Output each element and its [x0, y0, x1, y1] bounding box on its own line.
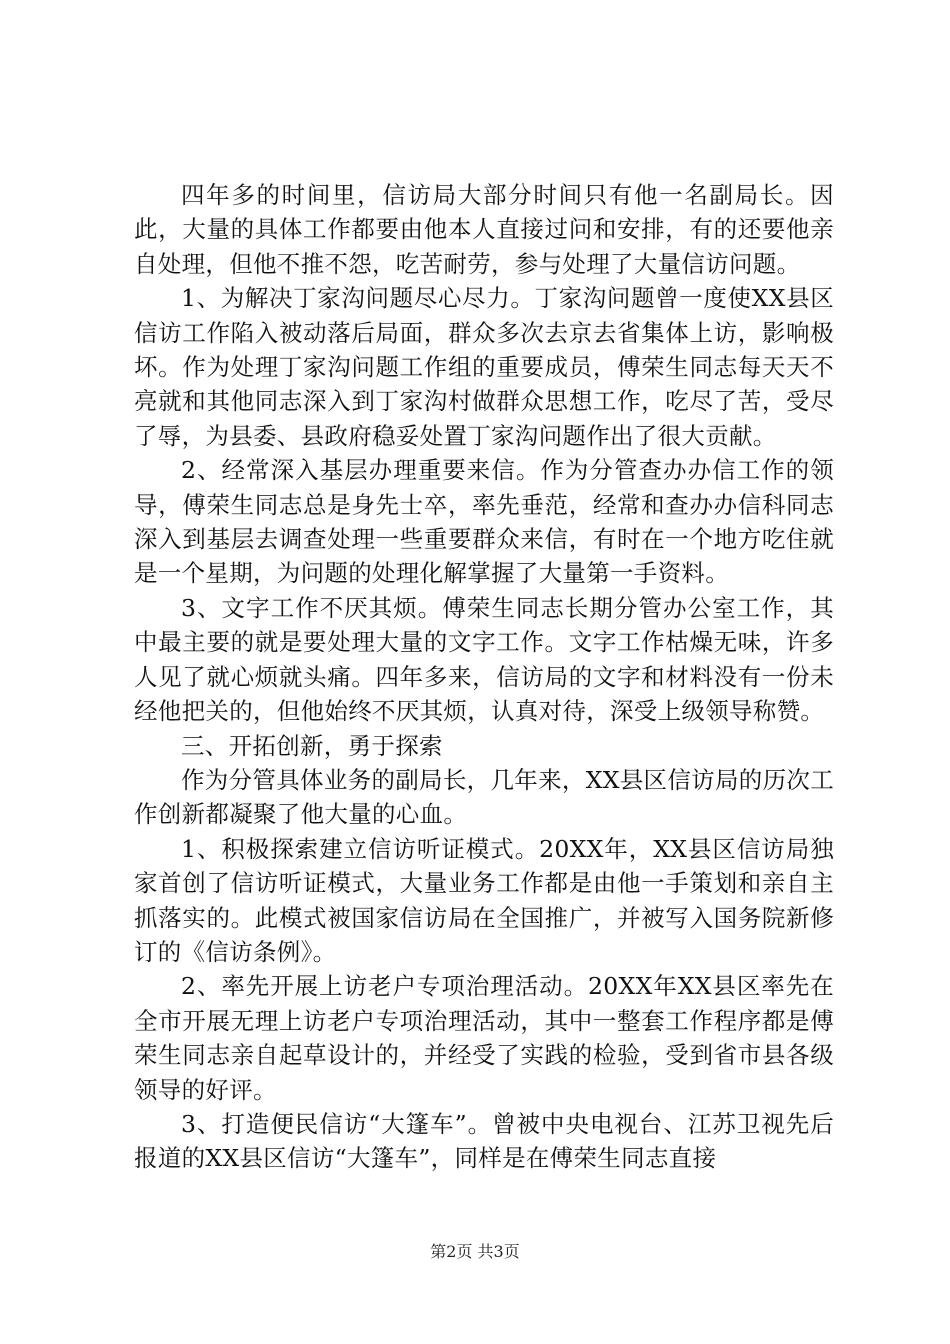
- paragraph: 3、文字工作不厌其烦。傅荣生同志长期分管办公室工作，其中最主要的就是要处理大量的文字工作。文字工作枯燥无味，许多人见了就心烦就头痛。四年多来，信访局的文字和材料没有一份未经他把关的，但他始终不厌其烦，认真对待，深受上级领导称赞。: [134, 593, 834, 726]
- document-body: [134, 178, 834, 1176]
- paragraph: 1、积极探索建立信访听证模式。20XX年，XX县区信访局独家首创了信访听证模式，大量业务工作都是由他一手策划和亲自主抓落实的。此模式被国家信访局在全国推广，并被写入国务院新修订的《信访条例》。: [134, 834, 834, 966]
- paragraph: 1、为解决丁家沟问题尽心尽力。丁家沟问题曾一度使XX县区信访工作陷入被动落后局面，群众多次去京去省集体上访，影响极坏。作为处理丁家沟问题工作组的重要成员，傅荣生同志每天天不亮就和其他同志深入到丁家沟村做群众思想工作，吃尽了苦，受尽了辱，为县委、县政府稳妥处置丁家沟问题作出了很大贡献。: [134, 284, 834, 450]
- paragraph: 2、经常深入基层办理重要来信。作为分管查办办信工作的领导，傅荣生同志总是身先士卒，率先垂范，经常和查办办信科同志深入到基层去调查处理一些重要群众来信，有时在一个地方吃住就是一个星期，为问题的处理化解掌握了大量第一手资料。: [134, 456, 834, 588]
- section-heading: 三、开拓创新，勇于探索: [181, 731, 443, 760]
- paragraph: 2、率先开展上访老户专项治理活动。20XX年XX县区率先在全市开展无理上访老户专项治理活动，其中一整套工作程序都是傅荣生同志亲自起草设计的，并经受了实践的检验，受到省市县各级领导的好评。: [134, 972, 834, 1104]
- paragraph: 3、打造便民信访“大篷车”。曾被中央电视台、江苏卫视先后报道的XX县区信访“大篷车”，同样是在傅荣生同志直接: [134, 1109, 834, 1173]
- page-footer: 第2页 共3页: [430, 1242, 520, 1261]
- paragraph: 四年多的时间里，信访局大部分时间只有他一名副局长。因此，大量的具体工作都要由他本人直接过问和安排，有的还要他亲自处理，但他不推不怨，吃苦耐劳，参与处理了大量信访问题。: [134, 181, 834, 278]
- paragraph: 作为分管具体业务的副局长，几年来，XX县区信访局的历次工作创新都凝聚了他大量的心血。: [134, 765, 834, 829]
